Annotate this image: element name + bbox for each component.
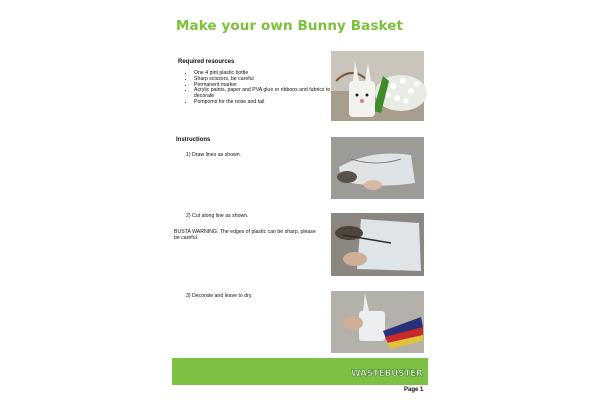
- page-number: Page 1: [404, 387, 424, 393]
- bunny-basket-photo: [331, 51, 424, 121]
- wastebuster-logo: [350, 364, 423, 380]
- logo-text: WASTEBUSTER: [351, 369, 423, 379]
- document-title: Make your own Bunny Basket: [176, 18, 403, 34]
- resources-heading: Required resources: [178, 59, 235, 65]
- step-1: 1) Draw lines as shown.: [186, 152, 242, 158]
- list-item: • One 4 pint plastic bottle: [194, 71, 334, 77]
- decorating-photo: [331, 291, 424, 353]
- list-item: • Acrylic paints, paper and PVA glue or ribbons and fabrics to decorate: [194, 88, 334, 100]
- resources-list: [186, 71, 334, 106]
- cutting-photo: [331, 213, 424, 276]
- list-item: • Sharp scissors, be careful: [194, 77, 334, 83]
- drawing-lines-photo: [331, 137, 424, 199]
- warning-text: BUSTA WARNING: The edges of plastic can be sharp, please be careful.: [174, 229, 316, 241]
- list-item: • Pompoms for the nose and tail: [194, 100, 334, 106]
- step-2: 2) Cut along line as shown.: [186, 213, 249, 219]
- instructions-heading: Instructions: [176, 137, 211, 143]
- step-3: 3) Decorate and leave to dry.: [186, 293, 253, 299]
- list-item: • Permanent marker: [194, 83, 334, 89]
